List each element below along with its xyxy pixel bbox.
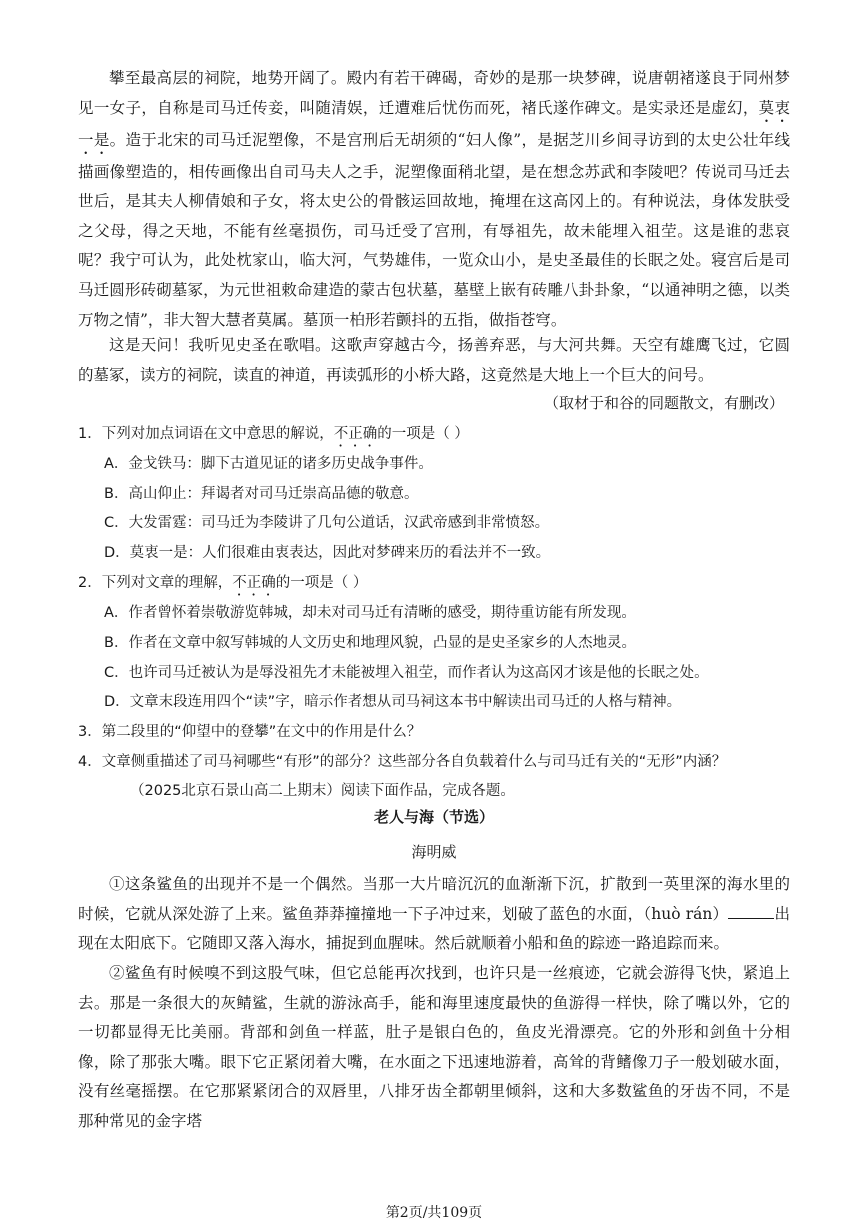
question-1-bracket: 的一项是（ ） — [377, 426, 469, 442]
source-note: （取材于和谷的同题散文，有删改） — [543, 394, 784, 412]
essay-paragraph-1-rest: 。造于北宋的司马迁泥塑像，不是宫刑后无胡须的“妇人像”，是据芝川乡间寻访到的太史公壮年线描画像塑造的，相传画像出自司马夫人之手，泥塑像面稍北望，是在想念苏武和李陵吧？传说司马迁去世后，是其夫人柳倩娘和子女，将太史公的骨骸运回故地，掩埋在这高冈上的。有种说法，身体发肤受之父母，得之天地，不能有丝毫损伤，司马迁受了宫刑，有辱祖先，故未能埋入祖茔。这是谁的悲哀呢？我宁可认为，此处枕家山，临大河，气势雄伟，一览众山小，是史圣最佳的长眠之处。寝宫后是司马迁圆形砖砌墓冢，为元世祖敕命建造的蒙古包状墓，墓壁上嵌有砖雕八卦卦象，“以通神明之德，以类万物之情”，非大智大慧者莫属。墓顶一柏形若颤抖的五指，做指苍穹。 — [78, 130, 790, 329]
question-3: 3．第二段里的“仰望中的登攀”在文中的作用是什么？ — [78, 724, 422, 740]
question-2-text: 2．下列对文章的理解， — [78, 575, 233, 591]
question-1-option-c: C．大发雷霆：司马迁为李陵讲了几句公道话，汉武帝感到非常愤怒。 — [104, 515, 550, 531]
passage-title: 老人与海（节选） — [373, 808, 494, 826]
section-intro: （2025北京石景山高二上期末）阅读下面作品，完成各题。 — [130, 783, 515, 799]
question-2-option-a: A．作者曾怀着崇敬游览韩城，却未对司马迁有清晰的感受，期待重访能有所发现。 — [104, 605, 636, 621]
question-2-bracket: 的一项是（ ） — [275, 575, 368, 591]
question-1-emphasis: 不正确 — [333, 426, 378, 442]
passage-paragraph-1-rest: 出现在太阳底下。它随即又落入海水，捕捉到血腥味。然后就顺着小船和鱼的踪迹一路追踪而来。 — [78, 904, 790, 953]
passage-paragraph-1 — [78, 870, 790, 959]
fill-in-blank — [728, 904, 774, 919]
question-4: 4．文章侧重描述了司马祠哪些“有形”的部分？这些部分各自负载着什么与司马迁有关的“无形”内涵？ — [78, 754, 727, 770]
question-2-option-c: C．也许司马迁被认为是辱没祖先才未能被埋入祖茔，而作者认为这高冈才该是他的长眠之处。 — [104, 665, 709, 681]
dotted-phrase: 莫衷一是 — [78, 98, 790, 149]
question-1-option-d: D．莫衷一是：人们很难由衷表达，因此对梦碑来历的看法并不一致。 — [104, 545, 551, 561]
question-1 — [78, 423, 798, 450]
passage-author: 海明威 — [411, 843, 457, 861]
passage-paragraph-2: ②鲨鱼有时候嗅不到这股气味，但它总能再次找到，也许只是一丝痕迹，它就会游得飞快，紧追上去。那是一条很大的灰鲭鲨，生就的游泳高手，能和海里速度最快的鱼游得一样快，除了嘴以外，它的一切都显得无比美丽。背部和剑鱼一样蓝，肚子是银白色的，鱼皮光滑漂亮。它的外形和剑鱼十分相像，除了那张大嘴。眼下它正紧闭着大嘴，在水面之下迅速地游着，高耸的背鳍像刀子一般划破水面，没有丝毫摇摆。在它那紧紧闭合的双唇里，八排牙齿全都朝里倾斜，这和大多数鲨鱼的牙齿不同，不是那种常见的金字塔 — [78, 964, 790, 1130]
question-2-option-b: B．作者在文章中叙写韩城的人文历史和地理风貌，凸显的是史圣家乡的人杰地灵。 — [104, 635, 636, 651]
question-1-option-a: A．金戈铁马：脚下古道见证的诸多历史战争事件。 — [104, 456, 433, 472]
question-1-text: 1．下列对加点词语在文中意思的解说， — [78, 426, 334, 442]
question-2-emphasis: 不正确 — [232, 575, 276, 591]
question-1-option-b: B．高山仰止：拜谒者对司马迁崇高品德的敬意。 — [104, 486, 419, 502]
essay-paragraph-1-text: 攀至最高层的祠院，地势开阔了。殿内有若干碑碣，奇妙的是那一块梦碑，说唐朝褚遂良于同州梦见一女子，自称是司马迁传妾，叫随清娱，迁遭难后忧伤而死，褚氏遂作碑文。是实录还是虚幻， — [78, 69, 790, 117]
page-footer: 第2页/共109页 — [385, 1205, 483, 1221]
passage-paragraph-1-text: ①这条鲨鱼的出现并不是一个偶然。当那一大片暗沉沉的血渐渐下沉，扩散到一英里深的海水里的时候，它就从深处游了上来。鲨鱼莽莽撞撞地一下子冲过来，划破了蓝色的水面，（huò rán） — [78, 875, 790, 923]
question-2-option-d: D．文章末段连用四个“读”字，暗示作者想从司马祠这本书中解读出司马迁的人格与精神。 — [104, 694, 682, 710]
question-2 — [78, 572, 798, 599]
essay-paragraph-1 — [78, 64, 790, 335]
essay-paragraph-2: 这是天问！我听见史圣在歌唱。这歌声穿越古今，扬善弃恶，与大河共舞。天空有雄鹰飞过，它圆的墓冢，读方的祠院，读直的神道，再读弧形的小桥大路，这竟然是大地上一个巨大的问号。 — [78, 336, 790, 384]
